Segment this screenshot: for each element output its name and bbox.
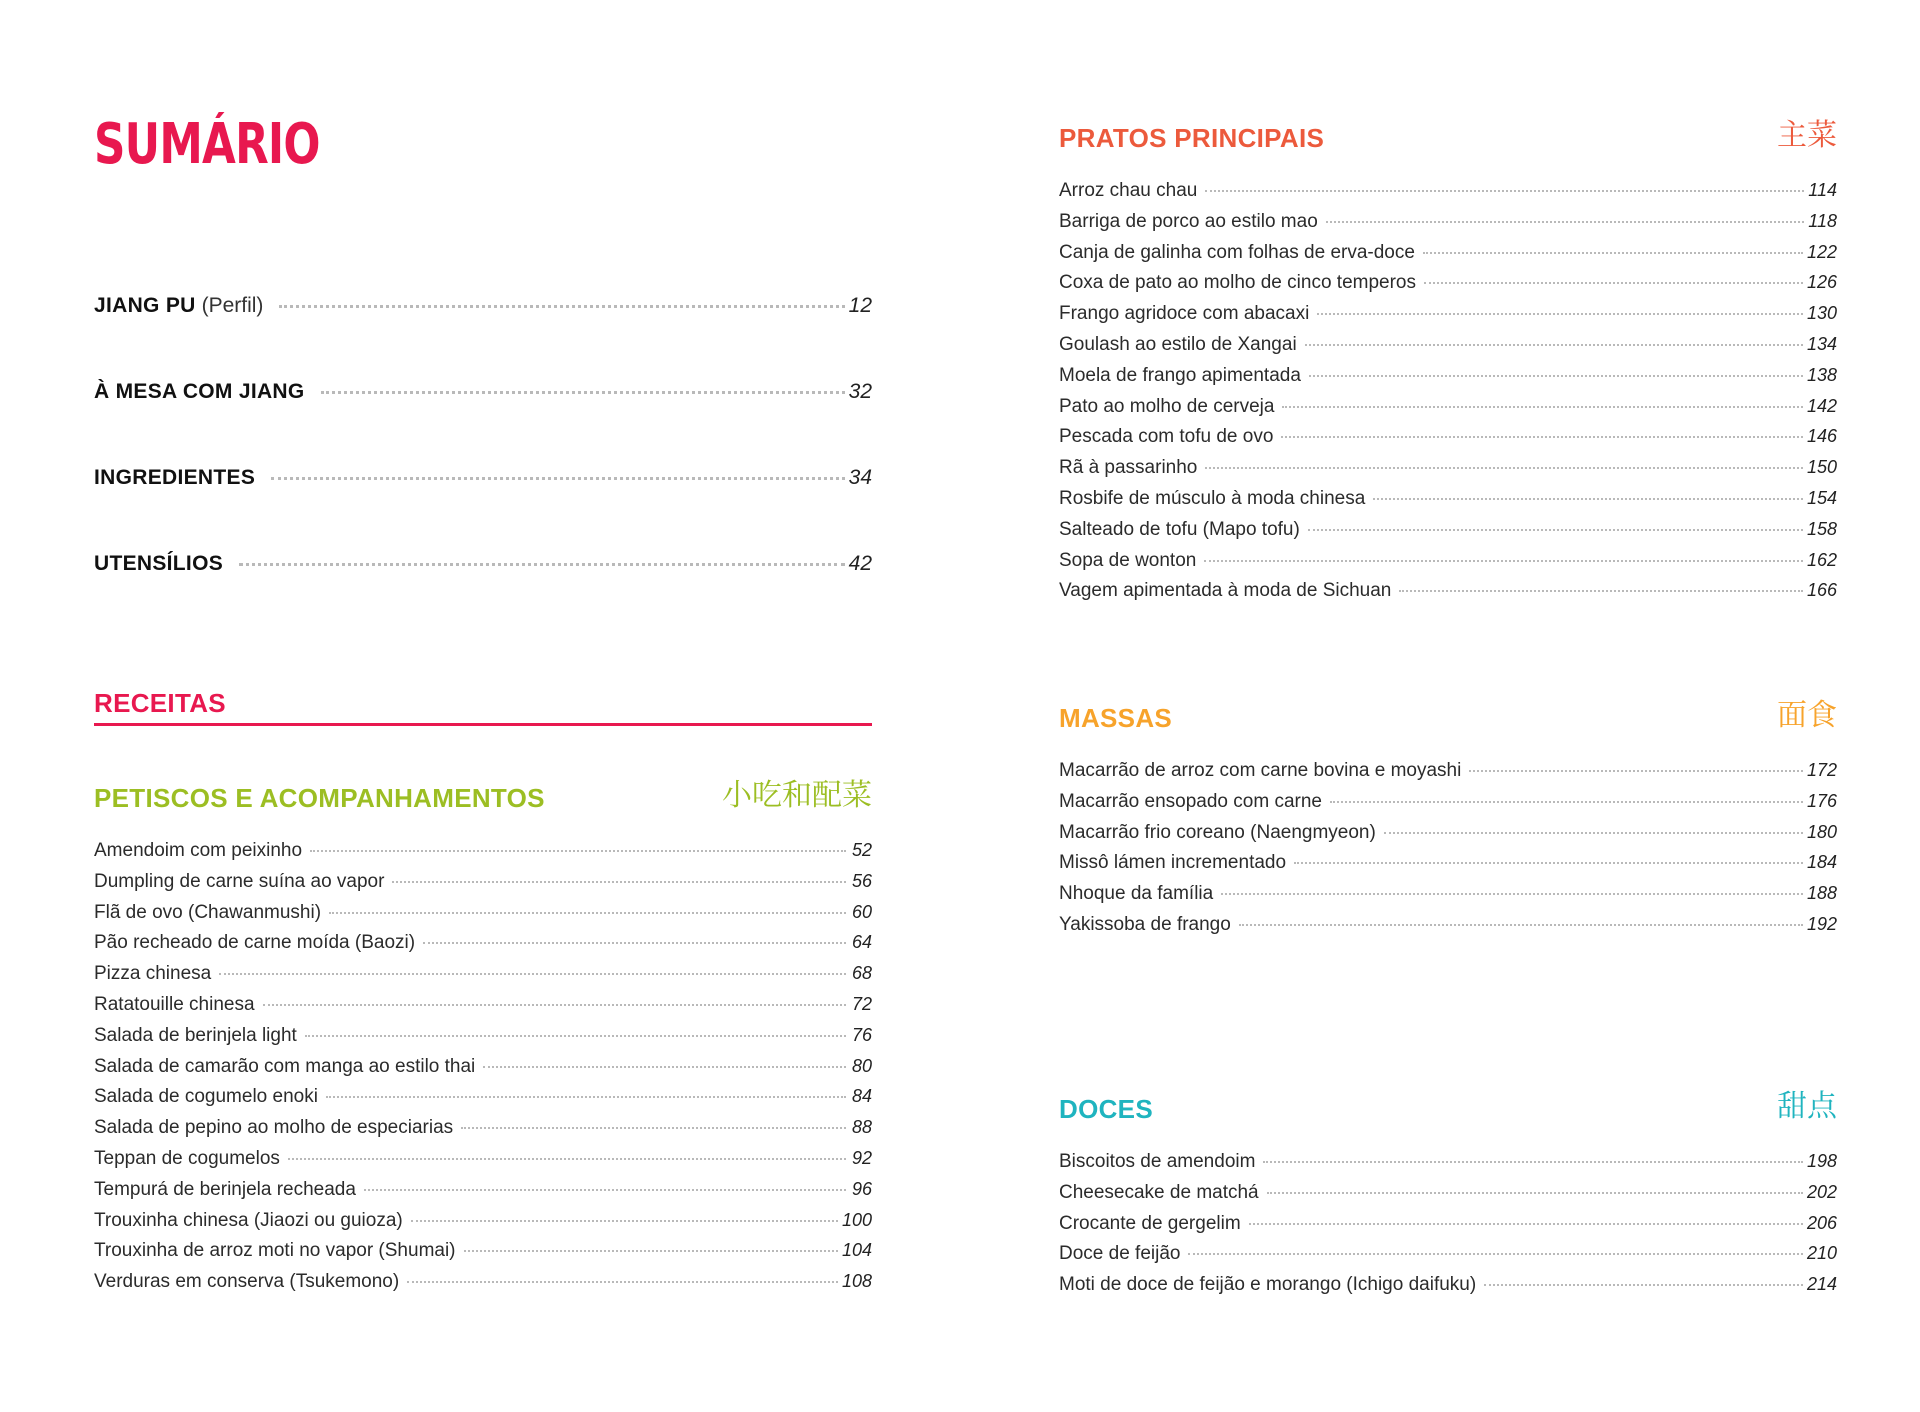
toc-entry <box>1059 488 1837 519</box>
entry-title: Coxa de pato ao molho de cinco temperos <box>1059 272 1416 294</box>
page-number: 76 <box>851 1024 872 1045</box>
dot-leader <box>1205 467 1803 469</box>
toc-entry <box>1059 180 1837 211</box>
chapter-sublabel: (Perfil) <box>201 294 264 317</box>
page-number: 104 <box>841 1240 872 1261</box>
page-number: 206 <box>1806 1212 1837 1233</box>
toc-chapter-row <box>94 380 872 466</box>
toc-entry <box>1059 365 1837 396</box>
page-number: 114 <box>1808 180 1837 200</box>
page-number: 198 <box>1806 1151 1837 1171</box>
section-hanzi: 小吃和配菜 <box>722 778 872 813</box>
dot-leader <box>461 1127 846 1129</box>
page-number: 162 <box>1806 549 1837 570</box>
dot-leader <box>464 1250 838 1252</box>
section-hanzi: 甜点 <box>1777 1089 1837 1124</box>
dot-leader <box>1326 221 1805 223</box>
section-pratos <box>1059 110 1837 611</box>
dot-leader <box>271 477 845 480</box>
page-number: 134 <box>1806 333 1837 354</box>
toc-entry <box>94 1117 872 1148</box>
entry-title: Amendoim com peixinho <box>94 840 303 861</box>
section-title: MASSAS <box>1059 703 1173 733</box>
toc-entry <box>1059 1274 1837 1305</box>
dot-leader <box>1221 893 1803 895</box>
entry-title: Arroz chau chau <box>1059 180 1198 201</box>
entry-list <box>1059 760 1837 945</box>
toc-entry <box>94 963 872 994</box>
entry-title: Salteado de tofu (Mapo tofu) <box>1059 518 1300 540</box>
page-number: 172 <box>1806 760 1837 780</box>
page-number: 184 <box>1806 852 1837 873</box>
toc-entry <box>94 1148 872 1179</box>
dot-leader <box>1308 529 1803 531</box>
page-number: 158 <box>1806 518 1837 539</box>
page-number: 142 <box>1806 395 1837 416</box>
toc-entry <box>1059 457 1837 488</box>
page-number: 88 <box>851 1117 872 1138</box>
entry-title: Moela de frango apimentada <box>1059 364 1301 386</box>
entry-title: Moti de doce de feijão e morango (Ichigo daifuku) <box>1059 1274 1477 1296</box>
toc-entry <box>94 994 872 1025</box>
section-doces <box>1059 1081 1837 1305</box>
dot-leader <box>1205 190 1804 192</box>
page-number: 150 <box>1806 457 1837 478</box>
entry-title: Pato ao molho de cerveja <box>1059 395 1275 417</box>
toc-entry <box>94 871 872 902</box>
dot-leader <box>1239 924 1803 926</box>
toc-entry <box>94 1179 872 1210</box>
page-number: 180 <box>1806 821 1837 842</box>
toc-entry <box>1059 760 1837 791</box>
dot-leader <box>1188 1253 1802 1255</box>
dot-leader <box>1330 801 1803 803</box>
page-number: 72 <box>851 993 872 1014</box>
receitas-heading: RECEITAS <box>94 688 872 726</box>
page-number: 154 <box>1806 487 1837 508</box>
entry-title: Rã à passarinho <box>1059 457 1198 479</box>
entry-title: Pão recheado de carne moída (Baozi) <box>94 932 416 954</box>
dot-leader <box>288 1158 846 1160</box>
entry-title: Salada de pepino ao molho de especiarias <box>94 1117 454 1139</box>
entry-list <box>1059 1151 1837 1305</box>
page-number: 64 <box>851 932 872 953</box>
dot-leader <box>1309 375 1803 377</box>
toc-entry <box>1059 519 1837 550</box>
entry-title: Yakissoba de frango <box>1059 913 1231 935</box>
entry-title: Flã de ovo (Chawanmushi) <box>94 901 322 923</box>
toc-entry <box>94 932 872 963</box>
entry-title: Biscoitos de amendoim <box>1059 1151 1256 1172</box>
dot-leader <box>1249 1223 1803 1225</box>
dot-leader <box>326 1096 846 1098</box>
section-heading <box>1059 110 1837 154</box>
chapter-label: JIANG PU <box>94 294 196 317</box>
page-number: 68 <box>851 963 872 984</box>
entry-title: Crocante de gergelim <box>1059 1212 1241 1234</box>
page-number: 126 <box>1806 272 1837 293</box>
entry-title: Macarrão ensopado com carne <box>1059 790 1322 812</box>
toc-chapter-row <box>94 294 872 380</box>
toc-entry <box>1059 1182 1837 1213</box>
page-number: 118 <box>1808 210 1837 231</box>
toc-entry <box>94 1240 872 1271</box>
entry-title: Trouxinha chinesa (Jiaozi ou guioza) <box>94 1209 403 1231</box>
page-number: 214 <box>1806 1274 1837 1295</box>
toc-entry <box>94 1271 872 1302</box>
section-title: PRATOS PRINCIPAIS <box>1059 123 1325 153</box>
toc-entry <box>94 1025 872 1056</box>
page-number: 108 <box>841 1271 872 1292</box>
chapter-label: À MESA COM JIANG <box>94 380 305 403</box>
entry-title: Salada de berinjela light <box>94 1024 297 1046</box>
toc-chapter-row <box>94 466 872 552</box>
section-title: DOCES <box>1059 1094 1153 1124</box>
entry-title: Barriga de porco ao estilo mao <box>1059 210 1318 232</box>
dot-leader <box>1294 862 1803 864</box>
dot-leader <box>1423 252 1803 254</box>
toc-entry <box>94 1056 872 1087</box>
entry-title: Tempurá de berinjela recheada <box>94 1178 356 1200</box>
entry-title: Salada de cogumelo enoki <box>94 1086 318 1108</box>
toc-entry <box>1059 791 1837 822</box>
dot-leader <box>411 1220 838 1222</box>
entry-title: Canja de galinha com folhas de erva-doce <box>1059 241 1415 263</box>
section-hanzi: 面食 <box>1777 698 1837 733</box>
entry-title: Frango agridoce com abacaxi <box>1059 303 1310 325</box>
dot-leader <box>239 563 845 566</box>
entry-title: Doce de feijão <box>1059 1243 1181 1265</box>
page-number: 34 <box>848 466 872 489</box>
dot-leader <box>1484 1284 1803 1286</box>
toc-entry <box>1059 211 1837 242</box>
entry-title: Cheesecake de matchá <box>1059 1181 1259 1203</box>
section-petiscos <box>94 770 872 1302</box>
page-number: 60 <box>851 901 872 922</box>
page-number: 80 <box>851 1055 872 1076</box>
entry-title: Vagem apimentada à moda de Sichuan <box>1059 580 1392 602</box>
page-number: 138 <box>1806 364 1837 385</box>
page-number: 84 <box>851 1086 872 1107</box>
entry-title: Dumpling de carne suína ao vapor <box>94 870 385 892</box>
page-number: 96 <box>851 1178 872 1199</box>
entry-list <box>94 840 872 1302</box>
section-heading <box>1059 690 1837 734</box>
toc-entry <box>1059 1243 1837 1274</box>
dot-leader <box>1317 313 1803 315</box>
toc-chapter-row <box>94 552 872 638</box>
page-number: 188 <box>1806 883 1837 904</box>
dot-leader <box>1469 770 1803 772</box>
entry-title: Macarrão de arroz com carne bovina e moyashi <box>1059 760 1462 781</box>
dot-leader <box>310 850 846 852</box>
dot-leader <box>219 973 846 975</box>
dot-leader <box>1384 832 1803 834</box>
chapter-label: INGREDIENTES <box>94 466 256 489</box>
page-number: 52 <box>851 840 872 860</box>
dot-leader <box>279 305 844 308</box>
page-title: SUMÁRIO <box>94 112 320 177</box>
entry-title: Goulash ao estilo de Xangai <box>1059 333 1297 355</box>
entry-title: Trouxinha de arroz moti no vapor (Shumai) <box>94 1240 456 1262</box>
section-heading <box>1059 1081 1837 1125</box>
page-number: 146 <box>1806 426 1837 447</box>
entry-title: Salada de camarão com manga ao estilo thai <box>94 1055 476 1077</box>
toc-entry <box>94 840 872 871</box>
dot-leader <box>1424 282 1803 284</box>
dot-leader <box>364 1189 846 1191</box>
dot-leader <box>321 391 845 394</box>
dot-leader <box>392 881 846 883</box>
page-number: 192 <box>1806 913 1837 934</box>
section-heading <box>94 770 872 814</box>
toc-entry <box>1059 914 1837 945</box>
page-number: 42 <box>848 552 872 575</box>
intro-list <box>94 294 872 638</box>
chapter-label: UTENSÍLIOS <box>94 552 224 575</box>
toc-entry <box>1059 822 1837 853</box>
toc-entry <box>94 1210 872 1241</box>
entry-title: Pescada com tofu de ovo <box>1059 426 1274 448</box>
toc-entry <box>1059 242 1837 273</box>
toc-entry <box>1059 550 1837 581</box>
toc-entry <box>1059 272 1837 303</box>
dot-leader <box>329 912 846 914</box>
page-number: 202 <box>1806 1181 1837 1202</box>
toc-entry <box>94 1086 872 1117</box>
entry-title: Sopa de wonton <box>1059 549 1197 571</box>
dot-leader <box>1305 344 1803 346</box>
page-number: 176 <box>1806 790 1837 811</box>
dot-leader <box>1399 590 1803 592</box>
dot-leader <box>1267 1192 1803 1194</box>
page-number: 100 <box>841 1209 872 1230</box>
page-number: 12 <box>848 294 872 317</box>
toc-entry <box>1059 426 1837 457</box>
section-massas <box>1059 690 1837 945</box>
toc-entry <box>94 902 872 933</box>
toc-entry <box>1059 580 1837 611</box>
entry-title: Rosbife de músculo à moda chinesa <box>1059 487 1366 509</box>
entry-title: Ratatouille chinesa <box>94 993 255 1015</box>
dot-leader <box>1373 498 1803 500</box>
entry-list <box>1059 180 1837 611</box>
toc-entry <box>1059 883 1837 914</box>
dot-leader <box>483 1066 846 1068</box>
dot-leader <box>423 942 846 944</box>
page-number: 32 <box>848 380 872 403</box>
toc-entry <box>1059 1151 1837 1182</box>
dot-leader <box>263 1004 846 1006</box>
toc-entry <box>1059 852 1837 883</box>
entry-title: Teppan de cogumelos <box>94 1147 280 1169</box>
page-number: 56 <box>851 870 872 891</box>
toc-entry <box>1059 303 1837 334</box>
toc-entry <box>1059 334 1837 365</box>
section-title: PETISCOS E ACOMPANHAMENTOS <box>94 783 545 813</box>
dot-leader <box>1281 436 1803 438</box>
dot-leader <box>305 1035 846 1037</box>
page-number: 166 <box>1806 580 1837 601</box>
entry-title: Verduras em conserva (Tsukemono) <box>94 1271 400 1293</box>
page-number: 130 <box>1806 303 1837 324</box>
dot-leader <box>407 1281 838 1283</box>
page-number: 210 <box>1806 1243 1837 1264</box>
toc-entry <box>1059 1213 1837 1244</box>
section-hanzi: 主菜 <box>1777 118 1837 153</box>
dot-leader <box>1204 560 1803 562</box>
entry-title: Macarrão frio coreano (Naengmyeon) <box>1059 821 1376 843</box>
dot-leader <box>1263 1161 1803 1163</box>
dot-leader <box>1282 406 1802 408</box>
entry-title: Missô lámen incrementado <box>1059 852 1287 874</box>
page-number: 92 <box>851 1147 872 1168</box>
page-number: 122 <box>1806 241 1837 262</box>
entry-title: Pizza chinesa <box>94 963 212 985</box>
toc-entry <box>1059 396 1837 427</box>
entry-title: Nhoque da família <box>1059 883 1214 905</box>
